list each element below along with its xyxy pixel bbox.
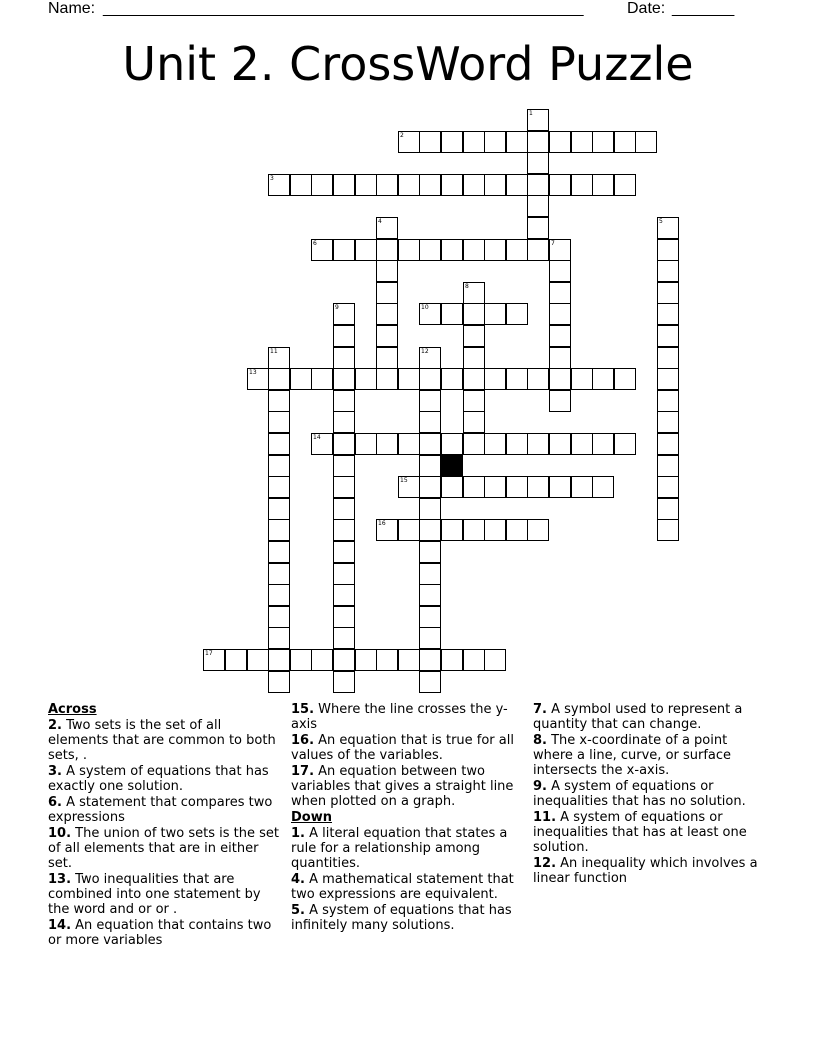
- clue-number: 15.: [291, 702, 315, 717]
- grid-cell[interactable]: [657, 239, 679, 261]
- grid-cell[interactable]: [247, 368, 269, 390]
- name-blank[interactable]: ______________________________________________________: [103, 0, 584, 17]
- blocked-cell: [441, 455, 463, 477]
- clue-across-10: [48, 826, 284, 871]
- grid-cell[interactable]: [463, 390, 485, 412]
- grid-cell[interactable]: [333, 347, 355, 369]
- grid-cell[interactable]: [376, 325, 398, 347]
- grid-cell[interactable]: [333, 368, 355, 390]
- grid-cell[interactable]: [333, 239, 355, 261]
- grid-cell[interactable]: [419, 519, 441, 541]
- grid-cell[interactable]: [463, 325, 485, 347]
- grid-cell[interactable]: [527, 368, 549, 390]
- grid-cell[interactable]: [268, 584, 290, 606]
- grid-cell[interactable]: [484, 519, 506, 541]
- grid-cell[interactable]: [333, 433, 355, 455]
- clue-text: A system of equations or inequalities that has at least one solution.: [533, 810, 747, 855]
- grid-cell[interactable]: [549, 303, 571, 325]
- grid-cell[interactable]: [484, 368, 506, 390]
- grid-cell[interactable]: [376, 649, 398, 671]
- grid-cell[interactable]: [463, 347, 485, 369]
- grid-cell[interactable]: [527, 476, 549, 498]
- date-blank[interactable]: _______: [672, 0, 735, 17]
- grid-cell[interactable]: [657, 455, 679, 477]
- clue-number: 13.: [48, 872, 72, 887]
- clue-number-label: 15: [400, 477, 408, 484]
- clue-down-8: [533, 733, 769, 778]
- grid-cell[interactable]: [614, 433, 636, 455]
- grid-cell[interactable]: [592, 174, 614, 196]
- grid-cell[interactable]: [463, 131, 485, 153]
- clue-down-9: [533, 779, 769, 809]
- grid-cell[interactable]: [419, 455, 441, 477]
- clue-number: 6.: [48, 795, 62, 810]
- grid-cell[interactable]: [571, 174, 593, 196]
- grid-cell[interactable]: [333, 174, 355, 196]
- down-title: Down: [291, 810, 332, 825]
- grid-cell[interactable]: [549, 282, 571, 304]
- grid-cell[interactable]: [419, 606, 441, 628]
- grid-cell[interactable]: [268, 476, 290, 498]
- grid-cell[interactable]: [441, 239, 463, 261]
- grid-cell[interactable]: [657, 347, 679, 369]
- clue-number-label: 13: [249, 369, 257, 376]
- grid-cell[interactable]: [398, 174, 420, 196]
- clue-text: Two inequalities that are combined into one statement by the word and or or .: [48, 872, 261, 917]
- clue-text: A system of equations that has infinitely many solutions.: [291, 903, 512, 933]
- grid-cell[interactable]: [333, 649, 355, 671]
- grid-cell[interactable]: [527, 131, 549, 153]
- grid-cell[interactable]: [527, 519, 549, 541]
- grid-cell[interactable]: [398, 649, 420, 671]
- clue-across-16: [291, 733, 527, 763]
- clue-number: 3.: [48, 764, 62, 779]
- grid-cell[interactable]: [592, 476, 614, 498]
- grid-cell[interactable]: [484, 174, 506, 196]
- grid-cell[interactable]: [441, 368, 463, 390]
- grid-cell[interactable]: [527, 433, 549, 455]
- grid-cell[interactable]: [268, 368, 290, 390]
- grid-cell[interactable]: [268, 563, 290, 585]
- grid-cell[interactable]: [463, 649, 485, 671]
- grid-cell[interactable]: [268, 347, 290, 369]
- grid-cell[interactable]: [441, 174, 463, 196]
- grid-cell[interactable]: [506, 303, 528, 325]
- grid-cell[interactable]: [311, 174, 333, 196]
- grid-cell[interactable]: [419, 671, 441, 693]
- clue-number: 12.: [533, 856, 557, 871]
- grid-cell[interactable]: [355, 174, 377, 196]
- clue-number-label: 1: [529, 110, 533, 117]
- grid-cell[interactable]: [549, 131, 571, 153]
- clue-number: 1.: [291, 826, 305, 841]
- grid-cell[interactable]: [419, 627, 441, 649]
- clue-text: The union of two sets is the set of all elements that are in either set.: [48, 826, 279, 871]
- grid-cell[interactable]: [333, 671, 355, 693]
- clue-down-12: [533, 856, 769, 886]
- clue-number: 5.: [291, 903, 305, 918]
- clue-number: 16.: [291, 733, 315, 748]
- grid-cell[interactable]: [398, 131, 420, 153]
- grid-cell[interactable]: [657, 519, 679, 541]
- name-label: Name:: [48, 0, 96, 17]
- grid-cell[interactable]: [506, 433, 528, 455]
- grid-cell[interactable]: [398, 476, 420, 498]
- clue-text: Where the line crosses the y-axis: [291, 702, 508, 732]
- clue-text: An equation that is true for all values of the variables.: [291, 733, 514, 763]
- clue-number-label: 2: [400, 132, 404, 139]
- grid-cell[interactable]: [376, 239, 398, 261]
- grid-cell[interactable]: [333, 390, 355, 412]
- grid-cell[interactable]: [527, 195, 549, 217]
- grid-cell[interactable]: [614, 368, 636, 390]
- clue-text: An equation between two variables that gives a straight line when plotted on a graph.: [291, 764, 514, 809]
- grid-cell[interactable]: [333, 455, 355, 477]
- grid-cell[interactable]: [527, 109, 549, 131]
- clue-across-3: [48, 764, 284, 794]
- grid-cell[interactable]: [484, 303, 506, 325]
- grid-cell[interactable]: [635, 131, 657, 153]
- clue-number: 10.: [48, 826, 72, 841]
- clue-text: A literal equation that states a rule for a relationship among quantities.: [291, 826, 508, 871]
- grid-cell[interactable]: [419, 303, 441, 325]
- grid-cell[interactable]: [657, 260, 679, 282]
- clue-across-15: [291, 702, 527, 732]
- grid-cell[interactable]: [376, 519, 398, 541]
- grid-cell[interactable]: [549, 174, 571, 196]
- clue-text: A statement that compares two expressions: [48, 795, 273, 825]
- clue-text: An inequality which involves a linear function: [533, 856, 758, 886]
- grid-cell[interactable]: [549, 476, 571, 498]
- grid-cell[interactable]: [268, 433, 290, 455]
- grid-cell[interactable]: [376, 368, 398, 390]
- grid-cell[interactable]: [333, 498, 355, 520]
- grid-cell[interactable]: [268, 390, 290, 412]
- grid-cell[interactable]: [333, 519, 355, 541]
- clue-number-label: 9: [335, 304, 339, 311]
- grid-cell[interactable]: [441, 476, 463, 498]
- page-title: Unit 2. CrossWord Puzzle: [122, 37, 694, 91]
- grid-cell[interactable]: [376, 174, 398, 196]
- grid-cell[interactable]: [376, 260, 398, 282]
- clue-number-label: 7: [551, 240, 555, 247]
- clue-text: A mathematical statement that two expressions are equivalent.: [291, 872, 514, 902]
- grid-cell[interactable]: [290, 368, 312, 390]
- grid-cell[interactable]: [419, 541, 441, 563]
- clue-number-label: 17: [205, 650, 213, 657]
- grid-cell[interactable]: [398, 239, 420, 261]
- grid-cell[interactable]: [506, 519, 528, 541]
- clue-down-11: [533, 810, 769, 855]
- clue-number: 17.: [291, 764, 315, 779]
- grid-cell[interactable]: [419, 239, 441, 261]
- clue-number: 2.: [48, 718, 62, 733]
- clue-number: 9.: [533, 779, 547, 794]
- clue-number-label: 16: [378, 520, 386, 527]
- clue-text: An equation that contains two or more variables: [48, 918, 272, 948]
- grid-cell[interactable]: [268, 174, 290, 196]
- grid-cell[interactable]: [290, 174, 312, 196]
- grid-cell[interactable]: [419, 368, 441, 390]
- clue-number-label: 8: [465, 283, 469, 290]
- grid-cell[interactable]: [592, 368, 614, 390]
- grid-cell[interactable]: [506, 476, 528, 498]
- grid-cell[interactable]: [463, 519, 485, 541]
- grid-cell[interactable]: [333, 325, 355, 347]
- clue-number-label: 12: [421, 348, 429, 355]
- grid-cell[interactable]: [657, 433, 679, 455]
- grid-cell[interactable]: [419, 411, 441, 433]
- grid-cell[interactable]: [484, 649, 506, 671]
- grid-cell[interactable]: [376, 433, 398, 455]
- clue-number: 4.: [291, 872, 305, 887]
- grid-cell[interactable]: [463, 411, 485, 433]
- grid-cell[interactable]: [355, 649, 377, 671]
- grid-cell[interactable]: [463, 433, 485, 455]
- grid-cell[interactable]: [376, 282, 398, 304]
- clue-down-7: [533, 702, 769, 732]
- grid-cell[interactable]: [571, 476, 593, 498]
- grid-cell[interactable]: [268, 498, 290, 520]
- clue-across-2: [48, 718, 284, 763]
- clue-number-label: 10: [421, 304, 429, 311]
- grid-cell[interactable]: [203, 649, 225, 671]
- grid-cell[interactable]: [333, 541, 355, 563]
- clue-number: 11.: [533, 810, 557, 825]
- grid-cell[interactable]: [441, 131, 463, 153]
- grid-cell[interactable]: [592, 131, 614, 153]
- clue-text: Two sets is the set of all elements that are common to both sets, .: [48, 718, 276, 763]
- grid-cell[interactable]: [419, 174, 441, 196]
- grid-cell[interactable]: [657, 303, 679, 325]
- clue-across-14: [48, 918, 284, 948]
- clue-text: A system of equations that has exactly one solution.: [48, 764, 269, 794]
- clue-down-4: [291, 872, 527, 902]
- grid-cell[interactable]: [571, 131, 593, 153]
- grid-cell[interactable]: [311, 368, 333, 390]
- clue-number: 14.: [48, 918, 72, 933]
- grid-cell[interactable]: [333, 606, 355, 628]
- grid-cell[interactable]: [657, 217, 679, 239]
- clue-across-17: [291, 764, 527, 809]
- grid-cell[interactable]: [463, 282, 485, 304]
- grid-cell[interactable]: [484, 239, 506, 261]
- grid-cell[interactable]: [657, 368, 679, 390]
- grid-cell[interactable]: [333, 563, 355, 585]
- grid-cell[interactable]: [268, 411, 290, 433]
- clue-across-13: [48, 872, 284, 917]
- grid-cell[interactable]: [419, 476, 441, 498]
- grid-cell[interactable]: [268, 627, 290, 649]
- grid-cell[interactable]: [614, 174, 636, 196]
- grid-cell[interactable]: [268, 671, 290, 693]
- grid-cell[interactable]: [527, 152, 549, 174]
- grid-cell[interactable]: [268, 519, 290, 541]
- grid-cell[interactable]: [463, 239, 485, 261]
- grid-cell[interactable]: [419, 498, 441, 520]
- grid-cell[interactable]: [549, 433, 571, 455]
- grid-cell[interactable]: [549, 390, 571, 412]
- grid-cell[interactable]: [247, 649, 269, 671]
- grid-cell[interactable]: [419, 433, 441, 455]
- clue-number: 7.: [533, 702, 547, 717]
- clue-across-6: [48, 795, 284, 825]
- grid-cell[interactable]: [463, 303, 485, 325]
- grid-cell[interactable]: [463, 368, 485, 390]
- grid-cell[interactable]: [571, 368, 593, 390]
- grid-cell[interactable]: [225, 649, 247, 671]
- clue-text: The x-coordinate of a point where a line, curve, or surface intersects the x-axis.: [533, 733, 732, 778]
- grid-cell[interactable]: [398, 519, 420, 541]
- grid-cell[interactable]: [419, 584, 441, 606]
- grid-cell[interactable]: [290, 649, 312, 671]
- grid-cell[interactable]: [419, 347, 441, 369]
- grid-cell[interactable]: [441, 303, 463, 325]
- grid-cell[interactable]: [657, 282, 679, 304]
- grid-cell[interactable]: [268, 455, 290, 477]
- date-label: Date:: [627, 0, 666, 17]
- grid-cell[interactable]: [484, 476, 506, 498]
- clue-number-label: 6: [313, 240, 317, 247]
- grid-cell[interactable]: [376, 347, 398, 369]
- grid-cell[interactable]: [376, 303, 398, 325]
- grid-cell[interactable]: [268, 541, 290, 563]
- grid-cell[interactable]: [614, 131, 636, 153]
- clue-column-3: [533, 702, 769, 887]
- grid-cell[interactable]: [441, 649, 463, 671]
- grid-cell[interactable]: [549, 239, 571, 261]
- grid-cell[interactable]: [527, 217, 549, 239]
- grid-cell[interactable]: [419, 131, 441, 153]
- grid-cell[interactable]: [398, 368, 420, 390]
- clue-number-label: 14: [313, 434, 321, 441]
- grid-cell[interactable]: [549, 260, 571, 282]
- clue-number-label: 4: [378, 218, 382, 225]
- grid-cell[interactable]: [355, 239, 377, 261]
- grid-cell[interactable]: [355, 368, 377, 390]
- grid-cell[interactable]: [333, 411, 355, 433]
- grid-cell[interactable]: [571, 433, 593, 455]
- grid-cell[interactable]: [333, 584, 355, 606]
- grid-cell[interactable]: [311, 649, 333, 671]
- grid-cell[interactable]: [484, 433, 506, 455]
- grid-cell[interactable]: [506, 239, 528, 261]
- grid-cell[interactable]: [311, 239, 333, 261]
- grid-cell[interactable]: [333, 476, 355, 498]
- clue-number-label: 3: [270, 175, 274, 182]
- grid-cell[interactable]: [398, 433, 420, 455]
- grid-cell[interactable]: [549, 325, 571, 347]
- grid-cell[interactable]: [376, 217, 398, 239]
- grid-cell[interactable]: [463, 476, 485, 498]
- grid-cell[interactable]: [268, 606, 290, 628]
- clue-number: 8.: [533, 733, 547, 748]
- clue-text: A system of equations or inequalities that has no solution.: [533, 779, 746, 809]
- grid-cell[interactable]: [506, 174, 528, 196]
- grid-cell[interactable]: [441, 433, 463, 455]
- grid-cell[interactable]: [506, 368, 528, 390]
- grid-cell[interactable]: [549, 347, 571, 369]
- grid-cell[interactable]: [527, 174, 549, 196]
- grid-cell[interactable]: [419, 649, 441, 671]
- grid-cell[interactable]: [311, 433, 333, 455]
- grid-cell[interactable]: [657, 498, 679, 520]
- grid-cell[interactable]: [657, 411, 679, 433]
- grid-cell[interactable]: [657, 390, 679, 412]
- grid-cell[interactable]: [333, 627, 355, 649]
- grid-cell[interactable]: [592, 433, 614, 455]
- clue-number-label: 5: [659, 218, 663, 225]
- grid-cell[interactable]: [355, 433, 377, 455]
- grid-cell[interactable]: [333, 303, 355, 325]
- clue-down-1: [291, 826, 527, 871]
- grid-cell[interactable]: [657, 325, 679, 347]
- grid-cell[interactable]: [268, 649, 290, 671]
- grid-cell[interactable]: [463, 174, 485, 196]
- grid-cell[interactable]: [484, 131, 506, 153]
- clue-number-label: 11: [270, 348, 278, 355]
- grid-cell[interactable]: [441, 519, 463, 541]
- grid-cell[interactable]: [657, 476, 679, 498]
- clue-column-1: [48, 702, 284, 949]
- grid-cell[interactable]: [527, 239, 549, 261]
- clue-text: A symbol used to represent a quantity that can change.: [533, 702, 743, 732]
- grid-cell[interactable]: [506, 131, 528, 153]
- grid-cell[interactable]: [549, 368, 571, 390]
- clue-down-5: [291, 903, 527, 933]
- grid-cell[interactable]: [419, 563, 441, 585]
- clue-column-2: [291, 702, 527, 934]
- across-title: Across: [48, 702, 97, 717]
- grid-cell[interactable]: [419, 390, 441, 412]
